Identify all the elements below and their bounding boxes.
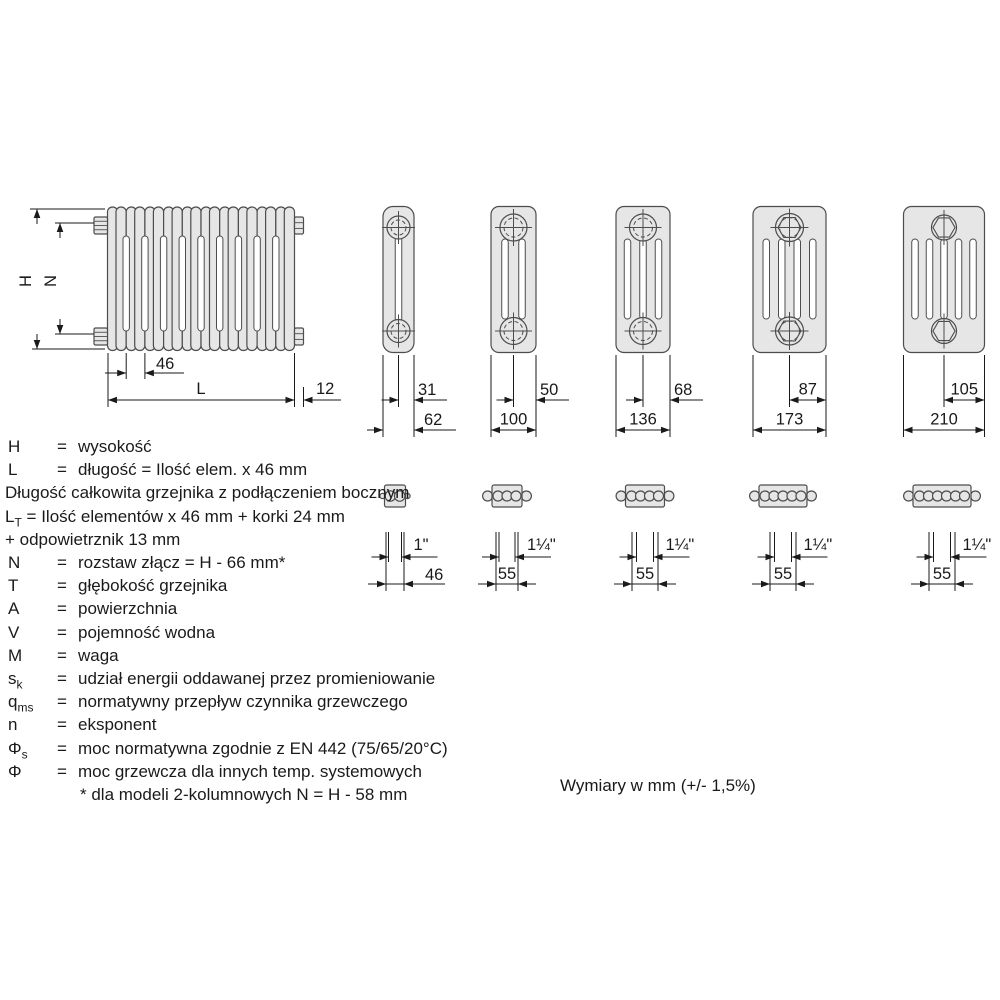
legend-row-13 — [0, 738, 600, 761]
legend-row-5 — [0, 552, 600, 575]
dim-label-total-depth: 173 — [775, 410, 804, 429]
legend-equals: = — [57, 622, 67, 642]
legend-description: pojemność wodna — [78, 622, 216, 642]
dim-label-element-width: 55 — [497, 565, 517, 583]
joint-spacing-label-N: N — [42, 275, 60, 287]
legend-equals: = — [57, 460, 67, 480]
legend-symbol: $s_k$ — [8, 669, 23, 692]
legend-description: rozstaw złącz = H - 66 mm* — [78, 553, 286, 572]
legend-row-2 — [5, 482, 605, 505]
legend-row-4 — [5, 529, 605, 552]
legend-text: * dla modeli 2-kolumnowych N = H - 58 mm — [80, 785, 408, 804]
legend-description: eksponent — [78, 715, 157, 735]
legend-symbol: $\Phi_s$ — [8, 738, 28, 761]
legend-row-11 — [0, 691, 600, 714]
legend-text: + odpowietrznik 13 mm — [5, 529, 181, 549]
legend-symbol: n — [8, 715, 18, 735]
legend-symbol: N — [8, 553, 21, 572]
legend-row-8 — [0, 622, 600, 645]
height-label-H: H — [17, 275, 35, 287]
legend-equals: = — [57, 645, 67, 665]
dim-label-element-width: 55 — [635, 565, 655, 583]
legend-row-3 — [5, 506, 605, 529]
legend-row-1 — [0, 459, 600, 482]
legend-equals: = — [57, 692, 67, 712]
legend-symbol: A — [8, 599, 20, 619]
legend-description: głębokość grzejnika — [78, 576, 228, 596]
connection-size-label: 1¼" — [962, 536, 992, 554]
legend-description: normatywny przepływ czynnika grzewczego — [78, 692, 408, 712]
dim-label-column-depth: 68 — [674, 381, 693, 399]
legend-description: waga — [78, 645, 119, 665]
legend-symbol: $q_{ms}$ — [8, 692, 34, 715]
legend-symbol: Φ — [8, 761, 22, 781]
length-label-L: L — [196, 380, 206, 398]
legend-description: moc normatywna zgodnie z EN 442 (75/65/20°C) — [78, 738, 448, 758]
legend-inline-formula: $L_T$ = Ilość elementów x 46 mm + korki 24 mm — [5, 506, 345, 529]
legend-row-12 — [0, 714, 600, 737]
legend-symbol: M — [8, 645, 23, 665]
connection-size-label: 1¼" — [665, 536, 695, 554]
legend-symbol: T — [8, 576, 19, 596]
legend-symbol: L — [8, 460, 18, 480]
legend-equals: = — [57, 553, 67, 572]
dim-label-element-width: 46 — [425, 566, 444, 584]
connection-size-label: 1" — [413, 536, 429, 554]
dim-label-element-width: 55 — [932, 565, 952, 583]
dim-label-total-depth: 210 — [930, 410, 958, 429]
legend-description: moc grzewcza dla innych temp. systemowych — [78, 761, 422, 781]
legend-row-7 — [0, 598, 600, 621]
dim-label-total-depth: 100 — [499, 410, 528, 429]
dim-label-column-depth: 31 — [418, 381, 437, 399]
legend-equals: = — [57, 669, 67, 688]
dim-label-element-width: 46 — [156, 355, 175, 373]
legend-equals: = — [57, 761, 67, 781]
legend-description: długość = Ilość elem. x 46 mm — [78, 460, 308, 480]
legend-description: wysokość — [78, 437, 152, 456]
legend-row-14 — [0, 761, 600, 784]
note-dimensions-mm: Wymiary w mm (+/- 1,5%) — [560, 776, 756, 795]
dim-label-end-extension: 12 — [316, 380, 335, 398]
dim-label-column-depth: 105 — [950, 380, 979, 399]
dim-label-column-depth: 50 — [540, 381, 559, 399]
legend-equals: = — [57, 738, 67, 758]
legend-row-0 — [0, 436, 600, 459]
legend-description: powierzchnia — [78, 599, 178, 619]
dim-label-column-depth: 87 — [798, 380, 817, 399]
legend-symbol: H — [8, 437, 21, 456]
legend-text: Długość całkowita grzejnika z podłączeniem bocznym — [5, 483, 410, 503]
connection-size-label: 1¼" — [527, 536, 556, 554]
dim-label-element-width: 55 — [773, 565, 793, 583]
legend-description: udział energii oddawanej przez promieniowanie — [78, 669, 436, 688]
legend-equals: = — [57, 715, 67, 735]
legend-row-6 — [0, 575, 600, 598]
dim-label-total-depth: 136 — [629, 410, 657, 429]
legend-row-9 — [0, 645, 600, 668]
legend-row-10 — [0, 668, 600, 691]
legend-equals: = — [57, 576, 67, 596]
legend-equals: = — [57, 599, 67, 619]
legend-symbol: V — [8, 622, 20, 642]
connection-size-label: 1¼" — [803, 536, 833, 554]
legend-equals: = — [57, 437, 67, 456]
dim-label-total-depth: 62 — [424, 411, 443, 429]
